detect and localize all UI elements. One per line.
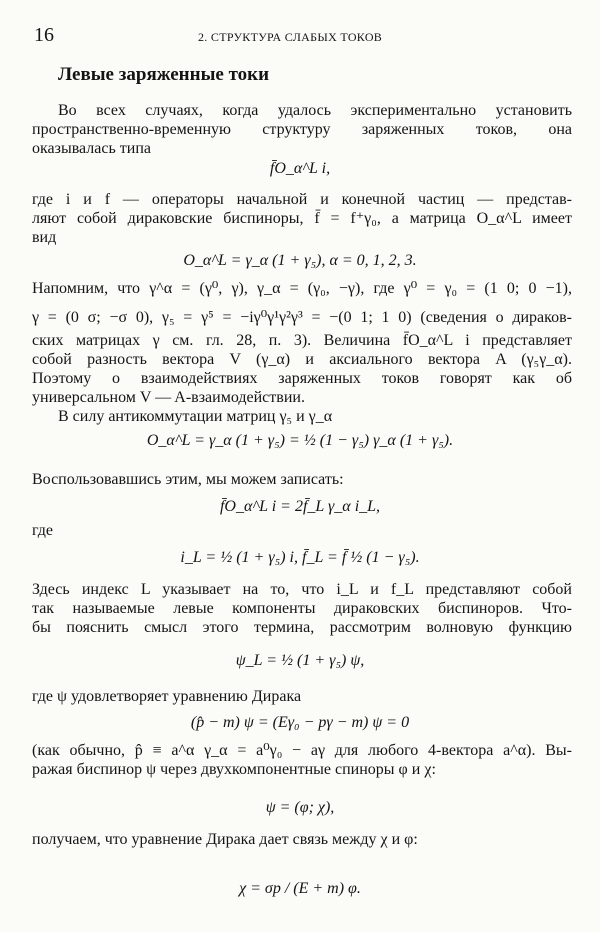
text-line: Во всех случаях, когда удалось экспериментально установить: [58, 102, 572, 119]
equation: f̄O_α^L i = 2f̄_L γ_α i_L,: [219, 498, 381, 515]
text-line: пространственно-временную структуру заряженных токов, она: [32, 121, 572, 138]
equation: O_α^L = γ_α (1 + γ₅) = ½ (1 − γ₅) γ_α (1 + γ₅).: [146, 432, 454, 449]
equation: (p̂ − m) ψ = (Eγ₀ − pγ − m) ψ = 0: [190, 714, 410, 731]
equation: ψ = (φ; χ),: [265, 799, 335, 816]
text-line: γ = (0 σ; −σ 0), γ₅ = γ⁵ = −iγ⁰γ¹γ²γ³ = −(0 1; 1 0) (сведения о дираков-: [32, 309, 572, 326]
text-line: Здесь индекс L указывает на то, что i_L и f_L представляют собой: [32, 581, 572, 598]
text-line: В силу антикоммутации матриц γ₅ и γ_α: [58, 408, 333, 425]
text-line: Воспользовавшись этим, мы можем записать:: [32, 471, 344, 488]
text-line: Поэтому о взаимодействиях заряженных токов говорят как об: [32, 370, 572, 387]
section-title: Левые заряженные токи: [58, 64, 270, 85]
text-line: так называемые левые компоненты дираковских биспиноров. Что-: [32, 600, 572, 617]
equation: i_L = ½ (1 + γ₅) i, f̄_L = f̄ ½ (1 − γ₅).: [180, 549, 420, 566]
text-line: оказывалась типа: [32, 140, 151, 157]
text-line: (как обычно, p̂ ≡ a^α γ_α = a⁰γ₀ − aγ для любого 4-вектора a^α). Вы-: [32, 742, 572, 759]
text-line: ляют собой дираковские биспиноры, f̄ = f⁺γ₀, а матрица O_α^L имеет: [32, 210, 572, 227]
text-line: вид: [32, 229, 57, 246]
equation: χ = σp / (E + m) φ.: [239, 880, 361, 897]
text-line: получаем, что уравнение Дирака дает связь между χ и φ:: [32, 831, 418, 848]
running-header: 2. СТРУКТУРА СЛАБЫХ ТОКОВ: [198, 30, 383, 44]
text-line: Напомним, что γ^α = (γ⁰, γ), γ_α = (γ₀, −γ), где γ⁰ = γ₀ = (1 0; 0 −1),: [32, 280, 572, 297]
text-line: бы пояснить смысл этого термина, рассмотрим волновую функцию: [32, 619, 572, 636]
text-line: собой разность вектора V (γ_α) и аксиального вектора A (γ₅γ_α).: [32, 351, 572, 368]
equation: f̄O_α^L i,: [269, 160, 331, 177]
text-line: ских матрицах γ см. гл. 28, п. 3). Величина f̄O_α^L i представляет: [32, 332, 572, 349]
text-line: где ψ удовлетворяет уравнению Дирака: [32, 688, 302, 705]
text-line: ражая биспинор ψ через двухкомпонентные спиноры φ и χ:: [32, 761, 436, 778]
equation: ψ_L = ½ (1 + γ₅) ψ,: [235, 652, 365, 669]
text-line: универсальном V — A-взаимодействии.: [32, 389, 305, 406]
text-line: где: [32, 522, 54, 539]
text-line: где i и f — операторы начальной и конечной частиц — представ-: [32, 191, 572, 208]
equation: O_α^L = γ_α (1 + γ₅), α = 0, 1, 2, 3.: [183, 252, 417, 269]
page-number: 16: [34, 24, 54, 46]
